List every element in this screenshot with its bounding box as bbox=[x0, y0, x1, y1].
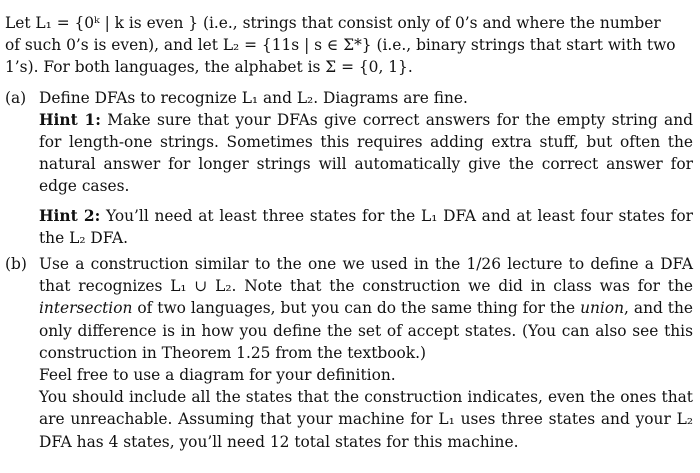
hint-2-label: Hint 2: bbox=[39, 206, 101, 225]
part-b-body bbox=[39, 253, 693, 453]
part-a bbox=[5, 87, 693, 249]
hint-2 bbox=[39, 205, 693, 249]
part-b-em-union: union bbox=[580, 299, 625, 318]
hint-2-text: You’ll need at least three states for the L₁ DFA and at least four states for the L₂ DFA. bbox=[39, 206, 693, 247]
part-a-text: Define DFAs to recognize L₁ and L₂. Diagrams are fine. bbox=[39, 88, 468, 107]
part-b-em-intersection: intersection bbox=[39, 299, 133, 318]
problem-statement bbox=[5, 12, 693, 457]
intro-line-2: of such 0’s is even), and let L₂ = {11s | s ∈ Σ*} (i.e., binary strings that start with two bbox=[5, 36, 676, 55]
part-b-text-post: , and the only difference is in how you define the set of accept states. (You can also see this construction in Theorem 1.25 from the textbook.) bbox=[39, 299, 694, 362]
part-b-label: (b) bbox=[5, 255, 27, 274]
intro-paragraph bbox=[5, 12, 693, 79]
intro-line-3: 1’s). For both languages, the alphabet is Σ = {0, 1}. bbox=[5, 58, 413, 77]
part-b-para-2: Feel free to use a diagram for your definition. bbox=[39, 366, 396, 385]
hint-1-label: Hint 1: bbox=[39, 110, 101, 129]
part-b-para-3: You should include all the states that the construction indicates, even the ones that are unreachable. Assuming that your machine for L₁ uses three states and your L₂ DFA has 4 states, you’ll need 12 total states for this machine. bbox=[39, 388, 693, 451]
intro-line-1: Let L₁ = {0ᵏ | k is even } (i.e., strings that consist only of 0’s and where the number bbox=[5, 14, 661, 32]
part-b-text bbox=[39, 253, 693, 364]
part-b-text-mid: of two languages, but you can do the same thing for the bbox=[132, 299, 581, 318]
part-b-text-pre: Use a construction similar to the one we used in the 1/26 lecture to define a DFA that recognizes L₁ ∪ L₂. Note that the construction we did in class was for the bbox=[39, 255, 693, 296]
hint-1 bbox=[39, 109, 693, 198]
hint-1-text: Make sure that your DFAs give correct answers for the empty string and for length-one strings. Sometimes this requires adding extra stuff, but often the natural answer for longer strings will automatically give the correct answer for edge cases. bbox=[39, 110, 694, 196]
part-a-body bbox=[39, 87, 693, 249]
part-a-label: (a) bbox=[5, 88, 27, 107]
part-b bbox=[5, 253, 693, 453]
